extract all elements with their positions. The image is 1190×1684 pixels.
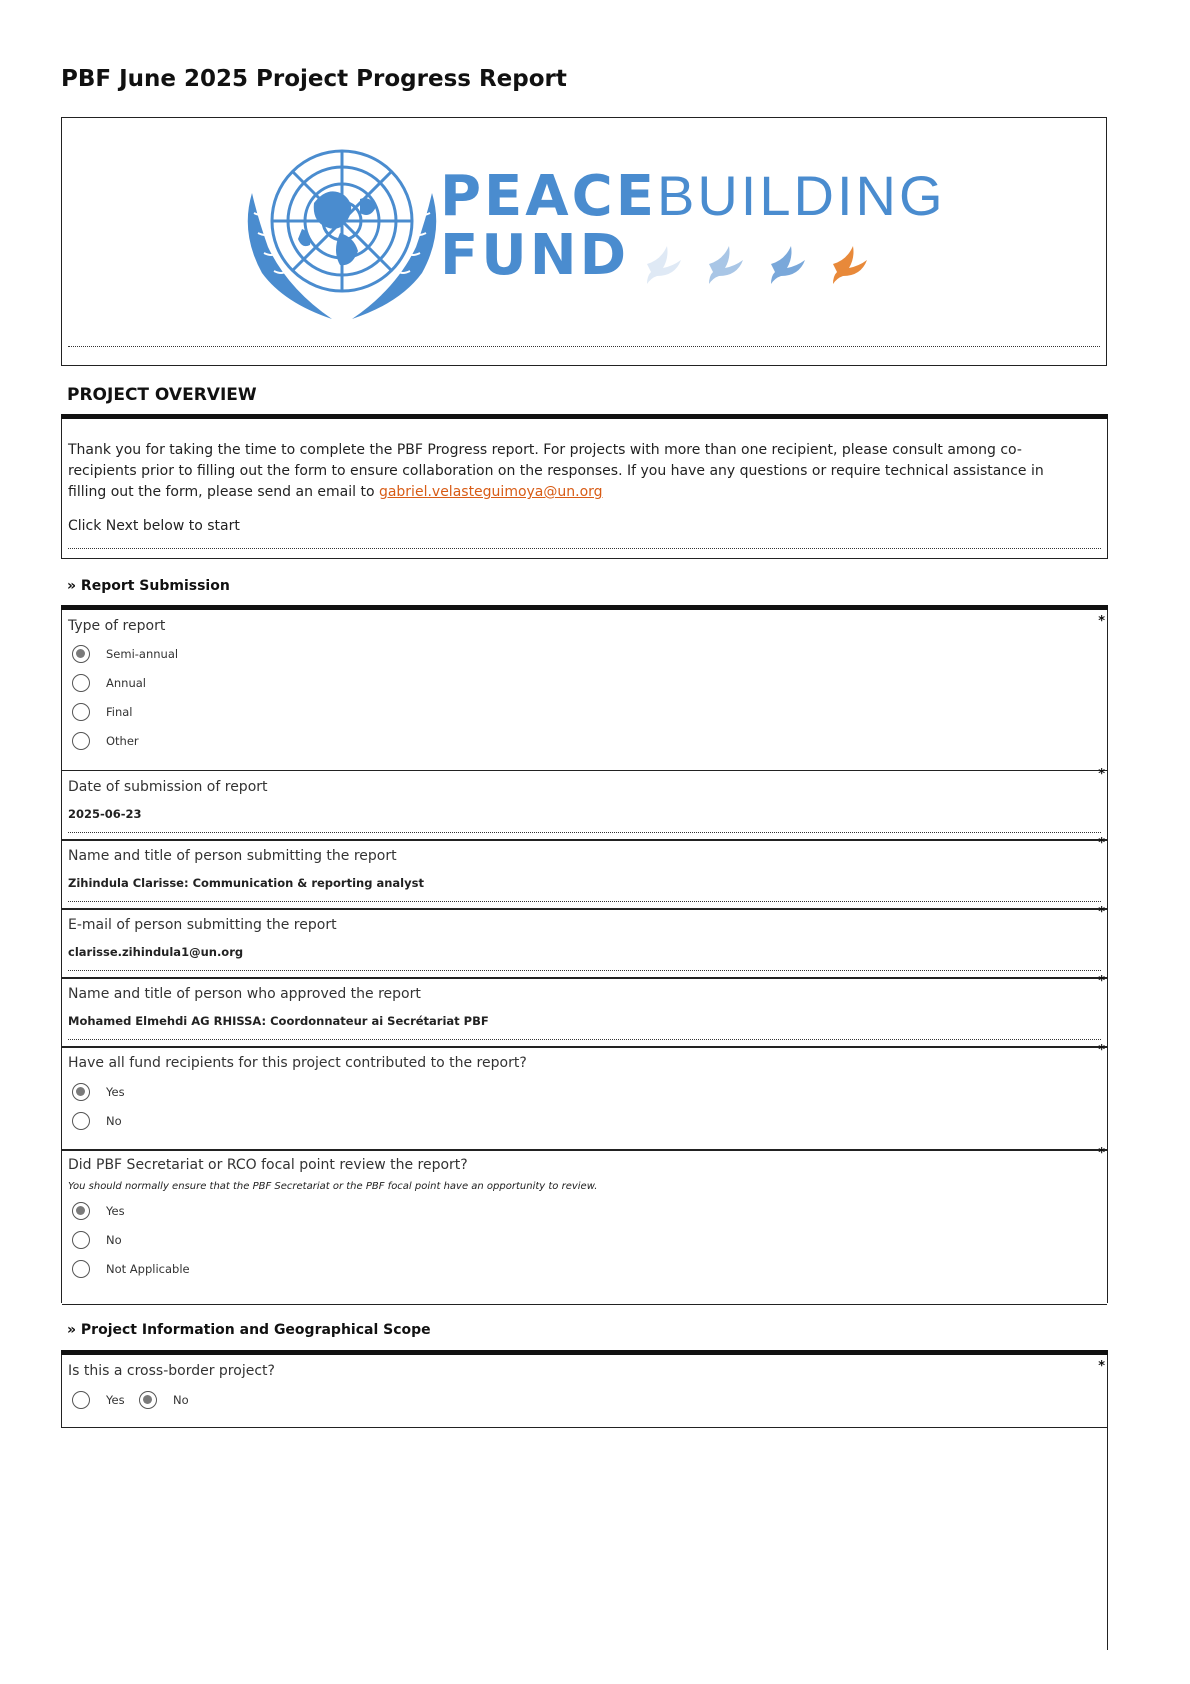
- required-marker: *: [1098, 1146, 1105, 1161]
- required-marker: *: [1098, 905, 1105, 920]
- question-type-of-report: [62, 610, 1107, 771]
- radio-option-semi-annual[interactable]: [72, 643, 178, 665]
- doves-icon: [645, 236, 875, 286]
- divider: [68, 346, 1100, 347]
- question-secretariat-review: [62, 1146, 1107, 1305]
- radio-option-no[interactable]: [72, 1110, 122, 1132]
- radio-button[interactable]: [72, 1260, 90, 1278]
- radio-option-no[interactable]: [139, 1389, 189, 1411]
- radio-button[interactable]: [139, 1391, 157, 1409]
- divider: [68, 1039, 1101, 1040]
- radio-button[interactable]: [72, 1083, 90, 1101]
- question-label: Type of report: [68, 618, 166, 634]
- question-submission-date: [62, 767, 1107, 841]
- radio-button[interactable]: [72, 645, 90, 663]
- required-marker: *: [1098, 1043, 1105, 1058]
- logo-banner: [61, 117, 1107, 366]
- question-submitter-name: [62, 836, 1107, 910]
- question-label: Date of submission of report: [68, 779, 268, 795]
- radio-option-yes[interactable]: [72, 1389, 125, 1411]
- next-instruction: Click Next below to start: [68, 518, 240, 534]
- submitter-email-value[interactable]: clarisse.zihindula1@un.org: [68, 945, 244, 959]
- submitter-name-value[interactable]: Zihindula Clarisse: Communication & reporting analyst: [68, 876, 424, 890]
- logo-peace-text: PEACE: [440, 164, 657, 229]
- required-marker: *: [1098, 614, 1105, 629]
- option-label: No: [106, 1233, 122, 1247]
- radio-button[interactable]: [72, 1391, 90, 1409]
- question-all-recipients-contributed: [62, 1043, 1107, 1151]
- required-marker: *: [1098, 836, 1105, 851]
- option-label: No: [106, 1114, 122, 1128]
- option-label: Yes: [106, 1393, 125, 1407]
- radio-option-yes[interactable]: [72, 1200, 125, 1222]
- panel-edge: [1107, 1428, 1108, 1650]
- question-label: Name and title of person submitting the report: [68, 848, 397, 864]
- required-marker: *: [1098, 767, 1105, 782]
- required-marker: *: [1098, 974, 1105, 989]
- radio-button[interactable]: [72, 1202, 90, 1220]
- project-info-panel: [61, 1355, 1108, 1428]
- radio-button[interactable]: [72, 1231, 90, 1249]
- radio-option-other[interactable]: [72, 730, 139, 752]
- section-heading-project-info: » Project Information and Geographical Scope: [67, 1322, 431, 1338]
- question-label: Did PBF Secretariat or RCO focal point review the report?: [68, 1157, 468, 1173]
- option-label: Semi-annual: [106, 647, 179, 661]
- radio-option-not-applicable[interactable]: [72, 1258, 190, 1280]
- question-hint: You should normally ensure that the PBF Secretariat or the PBF focal point have an opportunity to review.: [68, 1181, 598, 1192]
- question-label: Name and title of person who approved the report: [68, 986, 421, 1002]
- radio-option-no[interactable]: [72, 1229, 122, 1251]
- overview-panel: [61, 419, 1108, 559]
- option-label: No: [173, 1393, 189, 1407]
- logo-fund-text: FUND: [440, 223, 630, 288]
- option-label: Not Applicable: [106, 1262, 190, 1276]
- intro-text: Thank you for taking the time to complete the PBF Progress report. For projects with more than one recipient, please consult among co-recipients prior to filling out the form to ensure collaboration on the responses. If you have any questions or require technical assistance in filling out the form, please send an email to: [68, 442, 1044, 500]
- section-heading-overview: PROJECT OVERVIEW: [67, 385, 257, 405]
- option-label: Annual: [106, 676, 146, 690]
- divider: [68, 970, 1101, 971]
- question-label: E-mail of person submitting the report: [68, 917, 337, 933]
- question-label: Is this a cross-border project?: [68, 1363, 275, 1379]
- required-marker: *: [1098, 1359, 1105, 1374]
- submission-date-value[interactable]: 2025-06-23: [68, 807, 142, 821]
- radio-option-annual[interactable]: [72, 672, 146, 694]
- option-label: Final: [106, 705, 133, 719]
- option-label: Yes: [106, 1204, 125, 1218]
- radio-button[interactable]: [72, 1112, 90, 1130]
- radio-button[interactable]: [72, 674, 90, 692]
- contact-email-link[interactable]: gabriel.velasteguimoya@un.org: [378, 484, 603, 500]
- report-submission-panel: [61, 610, 1108, 1303]
- option-label: Other: [106, 734, 139, 748]
- section-heading-report-submission: » Report Submission: [67, 578, 230, 594]
- divider: [68, 548, 1101, 549]
- divider: [68, 901, 1101, 902]
- question-label: Have all fund recipients for this project contributed to the report?: [68, 1055, 527, 1071]
- radio-button[interactable]: [72, 703, 90, 721]
- divider: [68, 832, 1101, 833]
- question-submitter-email: [62, 905, 1107, 979]
- radio-button[interactable]: [72, 732, 90, 750]
- option-label: Yes: [106, 1085, 125, 1099]
- logo-building-text: BUILDING: [657, 164, 946, 227]
- intro-paragraph: [68, 440, 1083, 503]
- page-title: PBF June 2025 Project Progress Report: [61, 66, 567, 92]
- radio-option-yes[interactable]: [72, 1081, 125, 1103]
- question-approver: [62, 974, 1107, 1048]
- radio-option-final[interactable]: [72, 701, 133, 723]
- un-emblem-icon: [222, 133, 462, 323]
- approver-value[interactable]: Mohamed Elmehdi AG RHISSA: Coordonnateur ai Secrétariat PBF: [68, 1014, 489, 1028]
